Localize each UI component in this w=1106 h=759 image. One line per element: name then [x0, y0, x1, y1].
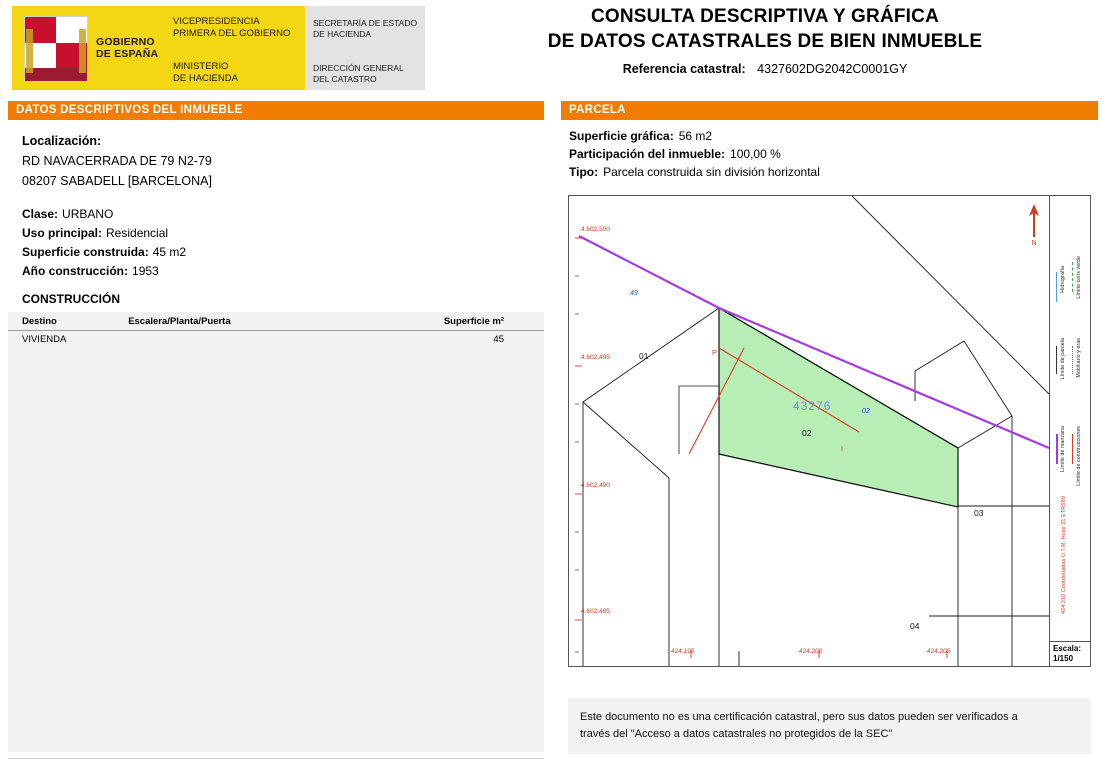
map-coordinate-note: 424.210 Coordenadas U.T.M. Huso 31 ETRS89 — [1061, 496, 1067, 614]
tipo-value: Parcela construida sin división horizontal — [603, 165, 820, 179]
map-drawing — [569, 196, 1090, 666]
tipo-label: Tipo: — [569, 165, 599, 179]
col-escalera-planta-puerta: Escalera/Planta/Puerta — [128, 312, 331, 331]
map-xtick-1: 424.195 — [671, 648, 695, 655]
map-label-04: 04 — [910, 621, 920, 631]
address-line-1: RD NAVACERRADA DE 79 N2-79 — [22, 154, 212, 168]
map-label-01: 01 — [639, 351, 649, 361]
gobierno-line1: GOBIERNO — [96, 36, 155, 48]
map-xtick-3: 424.205 — [927, 648, 951, 655]
ministerio-line2: DE HACIENDA — [173, 72, 238, 84]
government-logo-block — [12, 6, 425, 90]
field-superficie-construida — [22, 245, 530, 259]
gobierno-text — [96, 36, 158, 60]
cell-superficie: 45 — [493, 334, 504, 345]
map-xtick-2: 424.200 — [799, 648, 823, 655]
map-ytick-2: 4.602.495 — [581, 354, 610, 361]
page-title — [430, 4, 1100, 76]
coat-of-arms-icon — [24, 16, 88, 82]
vice-line1: VICEPRESIDENCIA — [173, 16, 260, 27]
scale-value: 1/150 — [1053, 654, 1074, 663]
map-label-p: P — [712, 348, 718, 357]
field-uso-principal — [22, 226, 530, 240]
north-arrow-icon — [1026, 204, 1042, 246]
field-anio-construccion — [22, 264, 530, 278]
field-uso-value: Residencial — [106, 226, 169, 240]
ministerio-block — [173, 61, 238, 84]
parcel-info — [561, 120, 1098, 179]
map-label-i: I — [841, 444, 844, 453]
address-line-2: 08207 SABADELL [BARCELONA] — [22, 174, 212, 188]
field-anio-value: 1953 — [132, 264, 159, 278]
field-participacion — [569, 147, 1098, 161]
table-row — [8, 331, 544, 349]
field-superficie-label: Superficie construida: — [22, 245, 149, 259]
vice-line2: PRIMERA DEL GOBIERNO — [173, 27, 291, 39]
col-superficie: Superficie m² — [331, 312, 544, 331]
field-tipo — [569, 165, 1098, 179]
legend-item-limite-cons-verde: Límite cons verde — [1076, 256, 1082, 299]
field-uso-label: Uso principal: — [22, 226, 103, 240]
refcat-label: Referencia catastral: — [622, 62, 746, 76]
ministerio-line1: MINISTERIO — [173, 61, 229, 72]
cadastral-reference — [430, 62, 1100, 76]
cell-escalera — [128, 331, 331, 349]
superficie-grafica-value: 56 m2 — [678, 129, 713, 143]
map-legend — [1049, 196, 1090, 666]
vicepresidencia-block — [173, 16, 290, 39]
secretaria-block — [313, 18, 417, 39]
construccion-table — [8, 312, 544, 348]
participacion-label: Participación del inmueble: — [569, 147, 726, 161]
map-label-03: 03 — [974, 508, 984, 518]
field-anio-label: Año construcción: — [22, 264, 129, 278]
secretaria-line1: SECRETARÍA DE ESTADO — [313, 18, 418, 28]
participacion-value: 100,00 % — [730, 147, 781, 161]
field-superficie-grafica — [569, 129, 1098, 143]
legend-item-limite-construcciones: Límite de construcciones — [1076, 426, 1082, 486]
localizacion-label: Localización: — [22, 134, 102, 148]
disclaimer-line-1: Este documento no es una certificación catastral, pero sus datos pueden ser verificados a — [580, 711, 1018, 723]
title-line-1: CONSULTA DESCRIPTIVA Y GRÁFICA — [590, 6, 940, 27]
field-superficie-value: 45 m2 — [152, 245, 187, 259]
spain-emblem-box — [12, 6, 162, 90]
map-label-62: 02 — [862, 408, 870, 415]
map-ytick-3: 4.602.490 — [581, 482, 610, 489]
property-details-panel — [8, 120, 544, 759]
map-parcel-number: 43276 — [793, 399, 832, 413]
ministry-column — [162, 6, 305, 90]
construccion-title: CONSTRUCCIÓN — [22, 292, 120, 306]
map-scale — [1050, 641, 1090, 666]
title-line-2: DE DATOS CATASTRALES DE BIEN INMUEBLE — [547, 31, 983, 52]
cell-destino: VIVIENDA — [22, 334, 67, 345]
legend-item-limite-manzana: Límite de manzana — [1060, 426, 1066, 472]
table-header-row — [8, 312, 544, 331]
legend-item-mobiliario: Mobiliario y eras — [1076, 338, 1082, 378]
col-destino: Destino — [8, 312, 128, 331]
map-label-49: 49 — [630, 290, 638, 297]
field-clase-label: Clase: — [22, 207, 59, 221]
field-clase — [22, 207, 530, 221]
legend-item-limite-parcela: Límite de parcela — [1060, 338, 1066, 380]
cadastral-map[interactable] — [568, 195, 1091, 667]
map-label-02: 02 — [802, 428, 812, 438]
svg-text:N: N — [1031, 240, 1037, 246]
map-ytick-4: 4.602.485 — [581, 608, 610, 615]
scale-label: Escala: — [1053, 644, 1082, 653]
catastro-column — [305, 6, 425, 90]
section-header-parcela: PARCELA — [561, 101, 1098, 120]
disclaimer-line-2: través del "Acceso a datos catastrales no protegidos de la SEC" — [580, 728, 893, 740]
superficie-grafica-label: Superficie gráfica: — [569, 129, 674, 143]
construccion-table-wrap — [8, 312, 544, 752]
legend-item-hidrografia: Hidrografía — [1060, 266, 1066, 293]
gobierno-line2: DE ESPAÑA — [96, 48, 159, 60]
field-clase-value: URBANO — [62, 207, 114, 221]
direccion-line2: DEL CATASTRO — [313, 73, 377, 84]
refcat-value: 4327602DG2042C0001GY — [757, 62, 908, 76]
disclaimer-note — [568, 698, 1091, 754]
section-header-datos-descriptivos: DATOS DESCRIPTIVOS DEL INMUEBLE — [8, 101, 544, 120]
document-header — [0, 0, 1106, 96]
secretaria-line2: DE HACIENDA — [313, 28, 372, 39]
parcel-panel — [561, 120, 1098, 740]
map-ytick-1: 4.602.500 — [581, 226, 610, 233]
direccion-line1: DIRECCIÓN GENERAL — [313, 63, 404, 73]
direccion-block — [313, 63, 404, 84]
